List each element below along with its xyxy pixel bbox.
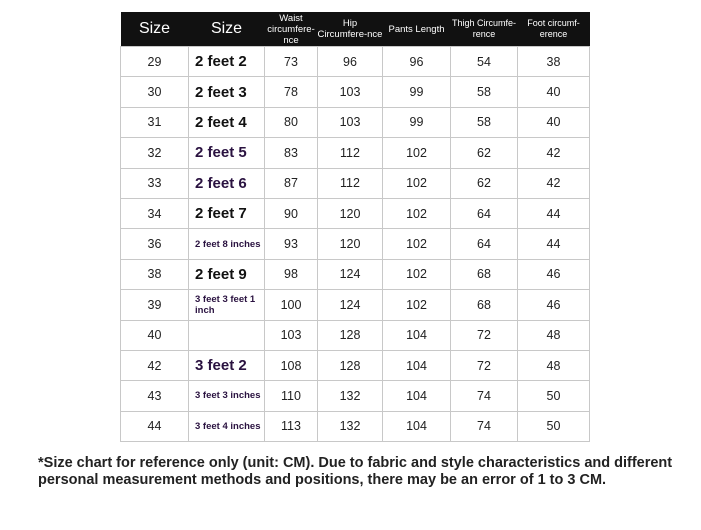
hip-cell: 112 <box>318 138 383 168</box>
pants-length-cell: 102 <box>383 198 451 228</box>
table-row <box>121 107 590 137</box>
foot-cell: 40 <box>518 107 590 137</box>
size-label-text: 2 feet 6 <box>195 174 247 192</box>
size-cell: 44 <box>121 411 189 441</box>
size-cell: 34 <box>121 198 189 228</box>
foot-cell: 42 <box>518 168 590 198</box>
size-label-text: 2 feet 8 inches <box>195 238 261 250</box>
thigh-cell: 68 <box>451 290 518 320</box>
size-chart-table <box>120 12 590 442</box>
size-label-text: 2 feet 7 <box>195 205 247 223</box>
size-label-text: 3 feet 3 inches <box>195 390 261 402</box>
size-label-text: 2 feet 5 <box>195 144 247 162</box>
table-row <box>121 168 590 198</box>
hip-cell: 103 <box>318 77 383 107</box>
table-row <box>121 259 590 289</box>
size-label-cell <box>189 77 265 107</box>
size-cell: 30 <box>121 77 189 107</box>
waist-cell: 87 <box>265 168 318 198</box>
thigh-cell: 54 <box>451 47 518 77</box>
size-cell: 38 <box>121 259 189 289</box>
foot-cell: 44 <box>518 229 590 259</box>
size-label-text: 3 feet 2 <box>195 357 247 375</box>
thigh-cell: 62 <box>451 138 518 168</box>
size-label-text: 2 feet 3 <box>195 83 247 101</box>
size-label-text: 2 feet 4 <box>195 113 247 131</box>
table-row <box>121 381 590 411</box>
waist-cell: 83 <box>265 138 318 168</box>
waist-cell: 78 <box>265 77 318 107</box>
thigh-cell: 62 <box>451 168 518 198</box>
size-label-cell <box>189 320 265 350</box>
pants-length-cell: 104 <box>383 411 451 441</box>
foot-cell: 38 <box>518 47 590 77</box>
pants-length-cell: 96 <box>383 47 451 77</box>
size-cell: 39 <box>121 290 189 320</box>
table-body <box>121 47 590 442</box>
thigh-cell: 72 <box>451 320 518 350</box>
size-cell: 43 <box>121 381 189 411</box>
thigh-cell: 58 <box>451 107 518 137</box>
header-pants-length: Pants Length <box>383 12 451 47</box>
foot-cell: 46 <box>518 259 590 289</box>
header-hip: Hip Circumfere-nce <box>318 12 383 47</box>
waist-cell: 108 <box>265 350 318 380</box>
header-size-feet: Size <box>189 12 265 47</box>
hip-cell: 112 <box>318 168 383 198</box>
table-row <box>121 290 590 320</box>
table-row <box>121 138 590 168</box>
header-size-number: Size <box>121 12 189 47</box>
header-foot: Foot circumf-erence <box>518 12 590 47</box>
hip-cell: 128 <box>318 350 383 380</box>
table-row <box>121 77 590 107</box>
pants-length-cell: 102 <box>383 229 451 259</box>
size-label-text: 2 feet 9 <box>195 265 247 283</box>
pants-length-cell: 99 <box>383 77 451 107</box>
size-cell: 40 <box>121 320 189 350</box>
size-label-cell <box>189 198 265 228</box>
waist-cell: 100 <box>265 290 318 320</box>
waist-cell: 98 <box>265 259 318 289</box>
size-label-text: 2 feet 2 <box>195 53 247 71</box>
thigh-cell: 64 <box>451 229 518 259</box>
size-cell: 29 <box>121 47 189 77</box>
foot-cell: 50 <box>518 381 590 411</box>
size-label-cell <box>189 168 265 198</box>
hip-cell: 96 <box>318 47 383 77</box>
waist-cell: 73 <box>265 47 318 77</box>
hip-cell: 103 <box>318 107 383 137</box>
hip-cell: 124 <box>318 290 383 320</box>
size-label-cell <box>189 290 265 320</box>
foot-cell: 46 <box>518 290 590 320</box>
thigh-cell: 64 <box>451 198 518 228</box>
waist-cell: 90 <box>265 198 318 228</box>
foot-cell: 48 <box>518 350 590 380</box>
size-label-cell <box>189 107 265 137</box>
thigh-cell: 72 <box>451 350 518 380</box>
footnote: *Size chart for reference only (unit: CM). Due to fabric and style characteristics and different personal measurement methods and positions, there may be an error of 1 to 3 CM. <box>38 455 673 488</box>
size-label-cell <box>189 259 265 289</box>
pants-length-cell: 104 <box>383 350 451 380</box>
thigh-cell: 68 <box>451 259 518 289</box>
foot-cell: 40 <box>518 77 590 107</box>
size-label-text: 3 feet 3 feet 1 inch <box>195 293 256 316</box>
hip-cell: 120 <box>318 198 383 228</box>
pants-length-cell: 99 <box>383 107 451 137</box>
pants-length-cell: 104 <box>383 381 451 411</box>
thigh-cell: 74 <box>451 381 518 411</box>
pants-length-cell: 102 <box>383 290 451 320</box>
pants-length-cell: 102 <box>383 168 451 198</box>
hip-cell: 132 <box>318 411 383 441</box>
table-row <box>121 411 590 441</box>
hip-cell: 120 <box>318 229 383 259</box>
size-label-cell <box>189 350 265 380</box>
waist-cell: 113 <box>265 411 318 441</box>
size-label-cell <box>189 381 265 411</box>
table-row <box>121 350 590 380</box>
size-cell: 32 <box>121 138 189 168</box>
size-label-cell <box>189 411 265 441</box>
size-cell: 31 <box>121 107 189 137</box>
foot-cell: 42 <box>518 138 590 168</box>
table-header-row <box>121 12 590 47</box>
waist-cell: 93 <box>265 229 318 259</box>
table-row <box>121 47 590 77</box>
pants-length-cell: 104 <box>383 320 451 350</box>
waist-cell: 80 <box>265 107 318 137</box>
header-thigh: Thigh Circumfe-rence <box>451 12 518 47</box>
pants-length-cell: 102 <box>383 259 451 289</box>
size-cell: 36 <box>121 229 189 259</box>
size-label-cell <box>189 47 265 77</box>
foot-cell: 44 <box>518 198 590 228</box>
thigh-cell: 58 <box>451 77 518 107</box>
size-cell: 33 <box>121 168 189 198</box>
pants-length-cell: 102 <box>383 138 451 168</box>
hip-cell: 124 <box>318 259 383 289</box>
size-label-cell <box>189 229 265 259</box>
waist-cell: 103 <box>265 320 318 350</box>
hip-cell: 132 <box>318 381 383 411</box>
waist-cell: 110 <box>265 381 318 411</box>
foot-cell: 50 <box>518 411 590 441</box>
size-label-cell <box>189 138 265 168</box>
table-row <box>121 320 590 350</box>
table-row <box>121 229 590 259</box>
table-row <box>121 198 590 228</box>
size-cell: 42 <box>121 350 189 380</box>
header-waist: Waist circumfere-nce <box>265 12 318 47</box>
size-label-text: 3 feet 4 inches <box>195 420 261 432</box>
foot-cell: 48 <box>518 320 590 350</box>
thigh-cell: 74 <box>451 411 518 441</box>
hip-cell: 128 <box>318 320 383 350</box>
